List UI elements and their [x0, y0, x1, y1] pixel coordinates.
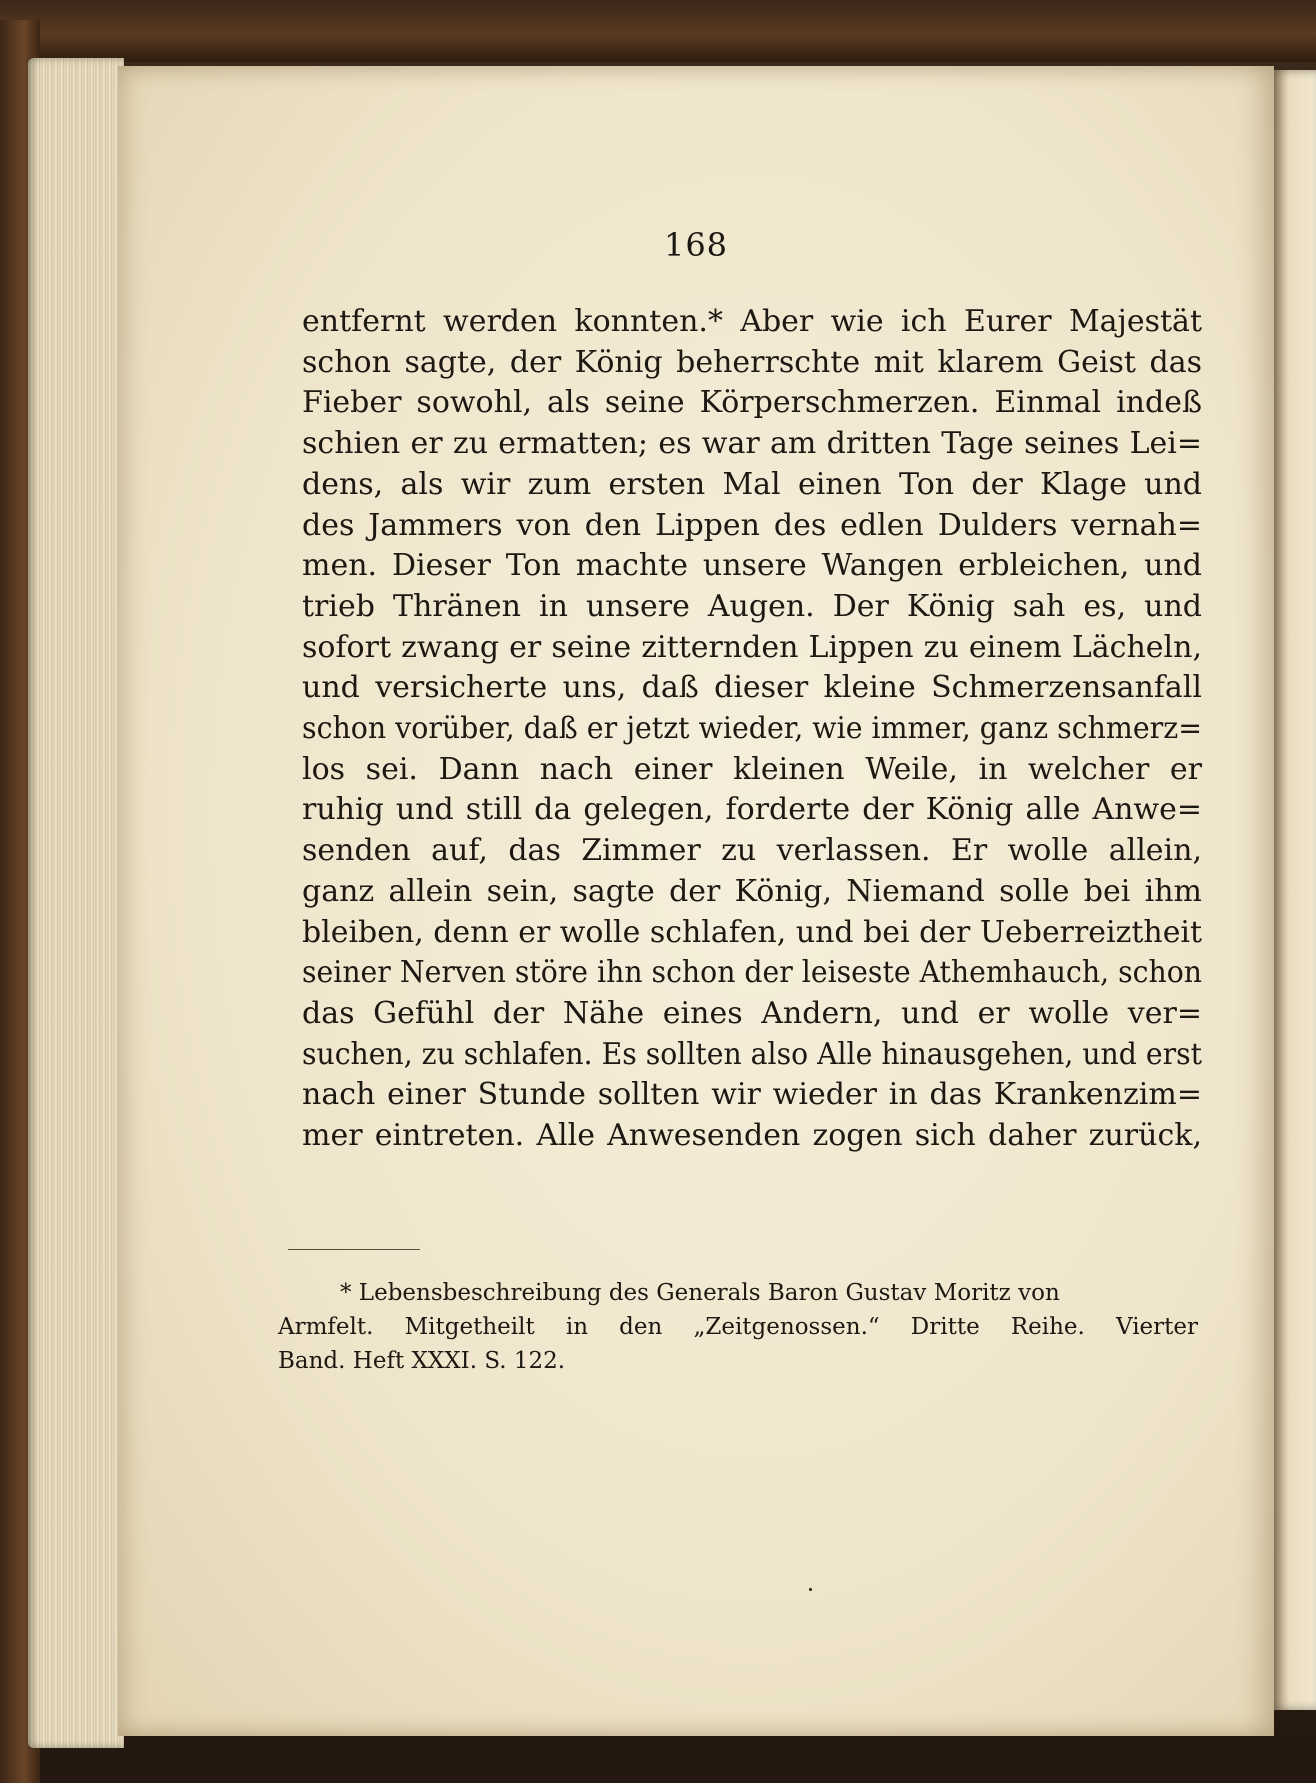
text-line: suchen, zu schlafen. Es sollten also Alle hinausgehen, und erst: [302, 1036, 1202, 1072]
body-text: [302, 302, 1202, 1157]
text-line: trieb Thränen in unsere Augen. Der König sah es, und: [302, 588, 1202, 624]
text-line: und versicherte uns, daß dieser kleine Schmerzensanfall: [302, 670, 1202, 706]
text-line: los sei. Dann nach einer kleinen Weile, in welcher er: [302, 751, 1202, 787]
text-line: seiner Nerven störe ihn schon der leiseste Athemhauch, schon: [302, 955, 1202, 991]
text-line: schon vorüber, daß er jetzt wieder, wie immer, ganz schmerz=: [302, 711, 1203, 747]
text-line: senden auf, das Zimmer zu verlassen. Er wolle allein,: [302, 833, 1202, 869]
footnote-line: Armfelt. Mitgetheilt in den „Zeitgenossen.“ Dritte Reihe. Vierter: [278, 1314, 1198, 1340]
text-line: sofort zwang er seine zitternden Lippen zu einem Lächeln,: [302, 629, 1202, 665]
book-page: [118, 66, 1274, 1736]
text-line: schien er zu ermatten; es war am dritten Tage seines Lei=: [302, 426, 1202, 462]
text-line: ruhig und still da gelegen, forderte der König alle Anwe=: [302, 792, 1202, 828]
text-line: das Gefühl der Nähe eines Andern, und er wolle ver=: [302, 995, 1202, 1031]
text-line: nach einer Stunde sollten wir wieder in das Krankenzim=: [302, 1077, 1202, 1113]
facing-page-edge: [1272, 70, 1316, 1710]
text-line: schon sagte, der König beherrschte mit klarem Geist das: [302, 344, 1202, 380]
footnote-divider: [288, 1249, 420, 1250]
footnote-line: * Lebensbeschreibung des Generals Baron Gustav Moritz von: [340, 1280, 1060, 1306]
text-line: men. Dieser Ton machte unsere Wangen erbleichen, und: [302, 548, 1202, 584]
page-number: 168: [663, 226, 729, 264]
text-line: ganz allein sein, sagte der König, Niemand solle bei ihm: [302, 873, 1202, 909]
text-line: entfernt werden konnten.* Aber wie ich Eurer Majestät: [302, 304, 1202, 339]
text-line: des Jammers von den Lippen des edlen Dulders vernah=: [302, 507, 1202, 543]
text-line: mer eintreten. Alle Anwesenden zogen sich daher zurück,: [302, 1118, 1202, 1154]
text-line: Fieber sowohl, als seine Körperschmerzen. Einmal indeß: [302, 385, 1202, 421]
text-line: bleiben, denn er wolle schlafen, und bei der Ueberreiztheit: [302, 914, 1203, 950]
footnote: [278, 1276, 1198, 1378]
book-cover-top: [0, 0, 1316, 62]
page-edge-stack: [28, 58, 124, 1748]
text-line: dens, als wir zum ersten Mal einen Ton der Klage und: [302, 466, 1202, 502]
paper-speck: [809, 1588, 812, 1591]
footnote-line: Band. Heft XXXI. S. 122.: [278, 1348, 566, 1374]
